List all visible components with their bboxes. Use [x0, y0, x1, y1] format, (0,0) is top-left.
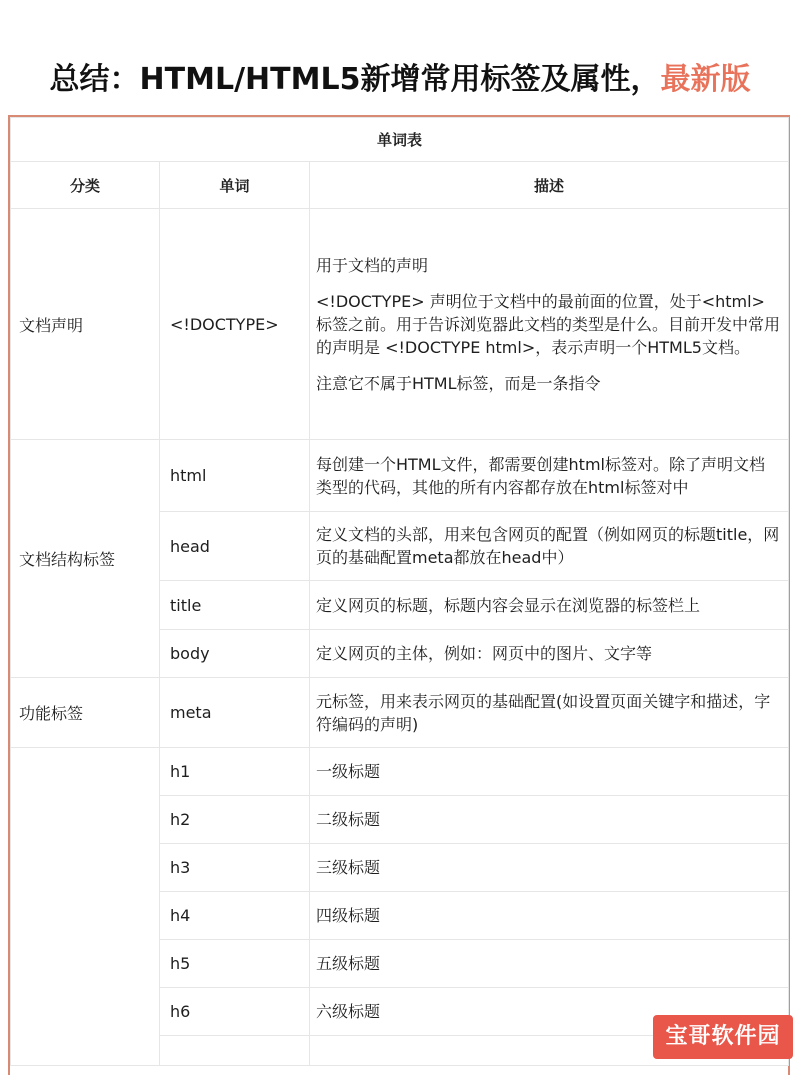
header-description: 描述: [310, 162, 789, 209]
word-cell: h3: [160, 844, 310, 892]
header-word: 单词: [160, 162, 310, 209]
description-cell: 六级标题: [310, 988, 789, 1036]
description-cell: 三级标题: [310, 844, 789, 892]
watermark-logo: 宝哥软件园: [653, 1015, 793, 1059]
word-cell: meta: [160, 678, 310, 748]
description-cell: 一级标题: [310, 748, 789, 796]
table-caption: 单词表: [11, 118, 789, 162]
table-row: [11, 209, 789, 440]
vocabulary-table: [10, 117, 789, 1066]
header-category: 分类: [11, 162, 160, 209]
description-cell: 定义网页的主体，例如：网页中的图片、文字等: [310, 630, 789, 678]
description-paragraph: <!DOCTYPE> 声明位于文档中的最前面的位置，处于<html> 标签之前。用于告诉浏览器此文档的类型是什么。目前开发中常用的声明是 <!DOCTYPE html>，表示声明一个HTML5文档。: [316, 291, 781, 357]
description-cell: 定义网页的标题，标题内容会显示在浏览器的标签栏上: [310, 581, 789, 630]
table-row: [11, 748, 789, 796]
word-cell: head: [160, 512, 310, 581]
description-cell: [310, 209, 789, 440]
description-cell: 五级标题: [310, 940, 789, 988]
title-main: 总结：HTML/HTML5新增常用标签及属性，: [49, 62, 661, 97]
word-cell: title: [160, 581, 310, 630]
word-cell: h1: [160, 748, 310, 796]
word-cell: h4: [160, 892, 310, 940]
word-cell-empty: [160, 1036, 310, 1066]
word-cell: body: [160, 630, 310, 678]
word-cell: h5: [160, 940, 310, 988]
description-cell: 四级标题: [310, 892, 789, 940]
word-cell: h2: [160, 796, 310, 844]
category-cell: 文档结构标签: [11, 440, 160, 678]
description-cell: 每创建一个HTML文件，都需要创建html标签对。除了声明文档类型的代码，其他的所有内容都存放在html标签对中: [310, 440, 789, 512]
table-row: [11, 440, 789, 512]
description-cell: 二级标题: [310, 796, 789, 844]
word-cell: h6: [160, 988, 310, 1036]
category-cell: 文档声明: [11, 209, 160, 440]
table-row: [11, 678, 789, 748]
title-highlight: 最新版: [660, 62, 751, 97]
category-cell-empty: [11, 748, 160, 1066]
table-header-row: [11, 162, 789, 209]
description-cell: 定义文档的头部，用来包含网页的配置（例如网页的标题title，网页的基础配置meta都放在head中）: [310, 512, 789, 581]
word-cell: <!DOCTYPE>: [160, 209, 310, 440]
description-paragraph: 用于文档的声明: [316, 255, 429, 275]
category-cell: 功能标签: [11, 678, 160, 748]
description-paragraph: 注意它不属于HTML标签，而是一条指令: [316, 373, 601, 393]
word-cell: html: [160, 440, 310, 512]
page-title: [0, 54, 800, 98]
description-cell: 元标签，用来表示网页的基础配置(如设置页面关键字和描述，字符编码的声明): [310, 678, 789, 748]
